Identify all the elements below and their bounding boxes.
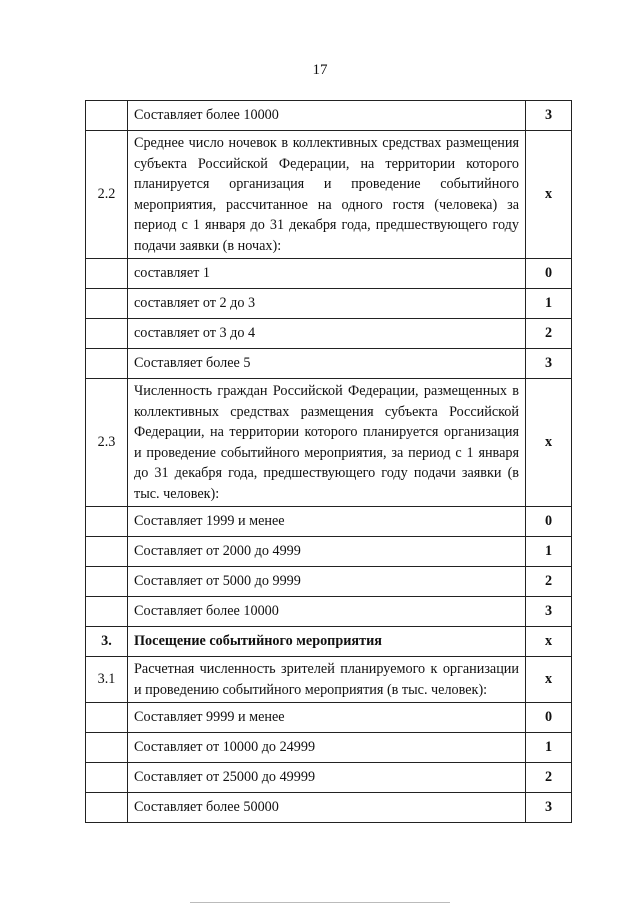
row-number <box>86 567 128 597</box>
row-text: Составляет более 10000 <box>128 597 526 627</box>
row-score: 2 <box>526 763 572 793</box>
row-text: Расчетная численность зрителей планируемого к организации и проведению событийного мероприятия (в тыс. человек): <box>128 657 526 703</box>
table-row <box>86 703 572 733</box>
row-text: Численность граждан Российской Федерации, размещенных в коллективных средствах размещения субъекта Российской Федерации, на территории которого планируется организация и проведение событийного мероприятия, за период с 1 января до 31 декабря года, предшествующего году подачи заявки (в тыс. человек): <box>128 379 526 507</box>
section-header-row <box>86 627 572 657</box>
row-score: 1 <box>526 289 572 319</box>
row-number <box>86 733 128 763</box>
criteria-table <box>85 100 572 823</box>
row-score: 0 <box>526 703 572 733</box>
table-row <box>86 567 572 597</box>
row-number <box>86 319 128 349</box>
table-row <box>86 319 572 349</box>
table-row <box>86 101 572 131</box>
row-text: Составляет от 25000 до 49999 <box>128 763 526 793</box>
row-number <box>86 537 128 567</box>
row-text: Составляет более 50000 <box>128 793 526 823</box>
row-score: 3 <box>526 101 572 131</box>
row-text: Составляет от 2000 до 4999 <box>128 537 526 567</box>
row-text: составляет от 2 до 3 <box>128 289 526 319</box>
row-number <box>86 763 128 793</box>
row-score: х <box>526 379 572 507</box>
row-text: Составляет от 5000 до 9999 <box>128 567 526 597</box>
table-row <box>86 597 572 627</box>
row-number <box>86 289 128 319</box>
row-text: Составляет от 10000 до 24999 <box>128 733 526 763</box>
row-text: Составляет 1999 и менее <box>128 507 526 537</box>
page-number: 17 <box>312 62 328 78</box>
row-number <box>86 793 128 823</box>
row-number: 2.2 <box>86 131 128 259</box>
row-number <box>86 703 128 733</box>
row-score: 1 <box>526 733 572 763</box>
row-score: 0 <box>526 259 572 289</box>
row-number <box>86 507 128 537</box>
row-score: 2 <box>526 567 572 597</box>
table-row <box>86 131 572 259</box>
section-number: 3. <box>86 627 128 657</box>
row-score: 1 <box>526 537 572 567</box>
row-score: 3 <box>526 597 572 627</box>
row-score: 0 <box>526 507 572 537</box>
table-row <box>86 763 572 793</box>
row-number <box>86 101 128 131</box>
row-number <box>86 597 128 627</box>
table-row <box>86 379 572 507</box>
table-row <box>86 349 572 379</box>
row-text: Составляет более 10000 <box>128 101 526 131</box>
row-text: составляет от 3 до 4 <box>128 319 526 349</box>
table-row <box>86 537 572 567</box>
row-text: составляет 1 <box>128 259 526 289</box>
table-row <box>86 507 572 537</box>
row-score: х <box>526 657 572 703</box>
row-score: х <box>526 627 572 657</box>
table-row <box>86 733 572 763</box>
row-text: Среднее число ночевок в коллективных средствах размещения субъекта Российской Федерации, на территории которого планируется организация и проведение событийного мероприятия, рассчитанное на одного гостя (человека) за период с 1 января до 31 декабря года, предшествующего году подачи заявки (в ночах): <box>128 131 526 259</box>
row-score: 3 <box>526 349 572 379</box>
row-number: 2.3 <box>86 379 128 507</box>
row-number: 3.1 <box>86 657 128 703</box>
row-score: х <box>526 131 572 259</box>
section-title: Посещение событийного мероприятия <box>128 627 526 657</box>
table-row <box>86 793 572 823</box>
criteria-table-body <box>86 101 572 823</box>
table-row <box>86 657 572 703</box>
table-row <box>86 289 572 319</box>
row-score: 2 <box>526 319 572 349</box>
table-row <box>86 259 572 289</box>
row-text: Составляет 9999 и менее <box>128 703 526 733</box>
scan-edge-line <box>190 902 450 903</box>
row-number <box>86 349 128 379</box>
row-text: Составляет более 5 <box>128 349 526 379</box>
row-number <box>86 259 128 289</box>
row-score: 3 <box>526 793 572 823</box>
